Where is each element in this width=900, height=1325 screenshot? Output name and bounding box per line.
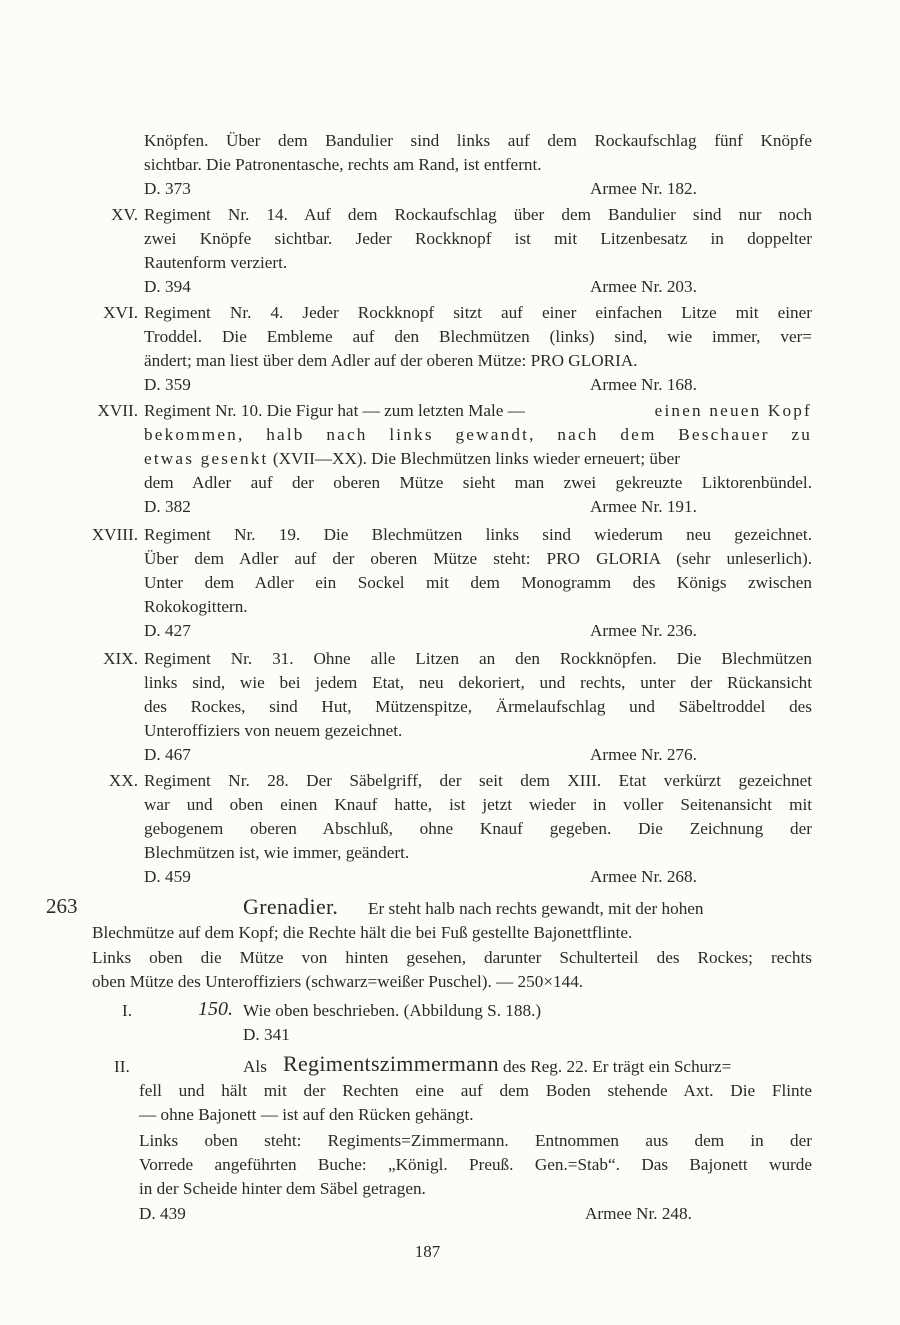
text-line: war und oben einen Knauf hatte, ist jetzt wieder in voller Seitenansicht mit xyxy=(144,795,812,814)
armee-reference: Armee Nr. 236. xyxy=(590,621,697,640)
text-line xyxy=(144,448,812,470)
text-line: sichtbar. Die Patronentasche, rechts am Rand, ist entfernt. xyxy=(144,155,542,174)
text-line xyxy=(144,400,812,422)
text-line: dem Adler auf der oberen Mütze sieht man zwei gekreuzte Liktorenbündel. xyxy=(144,473,812,492)
text-line: Regiment Nr. 19. Die Blechmützen links sind wiederum neu gezeichnet. xyxy=(144,525,812,544)
text-line: ändert; man liest über dem Adler auf der oberen Mütze: PRO GLORIA. xyxy=(144,351,638,370)
text-line: Links oben die Mütze von hinten gesehen, darunter Schulterteil des Rockes; rechts xyxy=(92,948,812,967)
text-line: oben Mütze des Unteroffiziers (schwarz=weißer Puschel). — 250×144. xyxy=(92,972,584,991)
roman-numeral: XVI. xyxy=(103,303,138,322)
d-reference: D. 467 xyxy=(144,745,191,764)
d-reference: D. 439 xyxy=(139,1204,186,1223)
text-line: Regiment Nr. 4. Jeder Rockknopf sitzt auf einer einfachen Litze mit einer xyxy=(144,303,812,322)
text-line: Blechmützen ist, wie immer, geändert. xyxy=(144,843,410,862)
text-span: Als xyxy=(243,1057,267,1076)
text-line: Unteroffiziers von neuem gezeichnet. xyxy=(144,721,403,740)
roman-numeral: I. xyxy=(122,1001,133,1020)
text-line: Regiment Nr. 31. Ohne alle Litzen an den Rockknöpfen. Die Blechmützen xyxy=(144,649,812,668)
text-line: Knöpfen. Über dem Bandulier sind links auf dem Rockaufschlag fünf Knöpfe xyxy=(144,131,812,150)
spaced-text: etwas gesenkt xyxy=(144,449,269,468)
page-number: 187 xyxy=(414,1242,441,1261)
spaced-text-line: bekommen, halb nach links gewandt, nach dem Beschauer zu xyxy=(144,425,812,444)
text-line: Rokokogittern. xyxy=(144,597,248,616)
armee-reference: Armee Nr. 276. xyxy=(590,745,697,764)
text-line: Vorrede angeführten Buche: „Königl. Preuß. Gen.=Stab“. Das Bajonett wurde xyxy=(139,1155,812,1174)
text-line: gebogenem oberen Abschluß, ohne Knauf gegeben. Die Zeichnung der xyxy=(144,819,812,838)
roman-numeral: XVII. xyxy=(97,401,138,420)
d-reference: D. 427 xyxy=(144,621,191,640)
text-line: des Rockes, sind Hut, Mützenspitze, Ärmelaufschlag und Säbeltroddel des xyxy=(144,697,812,716)
text-span: (XVII—XX). Die Blechmützen links wieder erneuert; über xyxy=(272,449,680,468)
d-reference: D. 382 xyxy=(144,497,191,516)
armee-reference: Armee Nr. 168. xyxy=(590,375,697,394)
entry-number: 263 xyxy=(46,894,78,918)
roman-numeral: XX. xyxy=(108,771,138,790)
text-line: zwei Knöpfe sichtbar. Jeder Rockknopf ist mit Litzenbesatz in doppelter xyxy=(144,229,812,248)
text-line: Wie oben beschrieben. (Abbildung S. 188.) xyxy=(243,1001,542,1020)
text-line: des Reg. 22. Er trägt ein Schurz= xyxy=(503,1057,732,1076)
text-line: — ohne Bajonett — ist auf den Rücken gehängt. xyxy=(139,1105,474,1124)
roman-numeral: XV. xyxy=(111,205,138,224)
text-span: Regiment Nr. 10. Die Figur hat — zum letzten Male — xyxy=(144,401,525,420)
text-line: Regiment Nr. 14. Auf dem Rockaufschlag über dem Bandulier sind nur noch xyxy=(144,205,812,224)
armee-reference: Armee Nr. 268. xyxy=(590,867,697,886)
armee-reference: Armee Nr. 203. xyxy=(590,277,697,296)
d-reference: D. 373 xyxy=(144,179,191,198)
text-line: Regiment Nr. 28. Der Säbelgriff, der seit dem XIII. Etat verkürzt gezeichnet xyxy=(144,771,812,790)
text-line: fell und hält mit der Rechten eine auf dem Boden stehende Axt. Die Flinte xyxy=(139,1081,812,1100)
text-line: Unter dem Adler ein Sockel mit dem Monogramm des Königs zwischen xyxy=(144,573,812,592)
armee-reference: Armee Nr. 248. xyxy=(585,1204,692,1223)
d-reference: D. 459 xyxy=(144,867,191,886)
text-line: Blechmütze auf dem Kopf; die Rechte hält die bei Fuß gestellte Bajonettflinte. xyxy=(92,923,633,942)
armee-reference: Armee Nr. 182. xyxy=(590,179,697,198)
roman-numeral: XIX. xyxy=(103,649,138,668)
text-line: in der Scheide hinter dem Säbel getragen. xyxy=(139,1179,426,1198)
text-line: Er steht halb nach rechts gewandt, mit der hohen xyxy=(368,899,704,918)
roman-numeral: XVIII. xyxy=(91,525,138,544)
d-reference: D. 394 xyxy=(144,277,191,296)
armee-reference: Armee Nr. 191. xyxy=(590,497,697,516)
text-line: Troddel. Die Embleme auf den Blechmützen (links) sind, wie immer, ver= xyxy=(144,327,812,346)
d-reference: D. 341 xyxy=(243,1025,290,1044)
text-line: Rautenform verziert. xyxy=(144,253,288,272)
entry-title: Grenadier. xyxy=(243,894,339,919)
d-reference: D. 359 xyxy=(144,375,191,394)
text-line: Über dem Adler auf der oberen Mütze steht: PRO GLORIA (sehr unleserlich). xyxy=(144,549,812,568)
text-line: links sind, wie bei jedem Etat, neu dekoriert, und rechts, unter der Rückansicht xyxy=(144,673,812,692)
italic-number: 150. xyxy=(198,998,233,1020)
roman-numeral: II. xyxy=(114,1057,130,1076)
text-line: Links oben steht: Regiments=Zimmermann. Entnommen aus dem in der xyxy=(139,1131,812,1150)
entry-title: Regimentszimmermann xyxy=(283,1051,499,1076)
spaced-text: einen neuen Kopf xyxy=(654,401,812,420)
